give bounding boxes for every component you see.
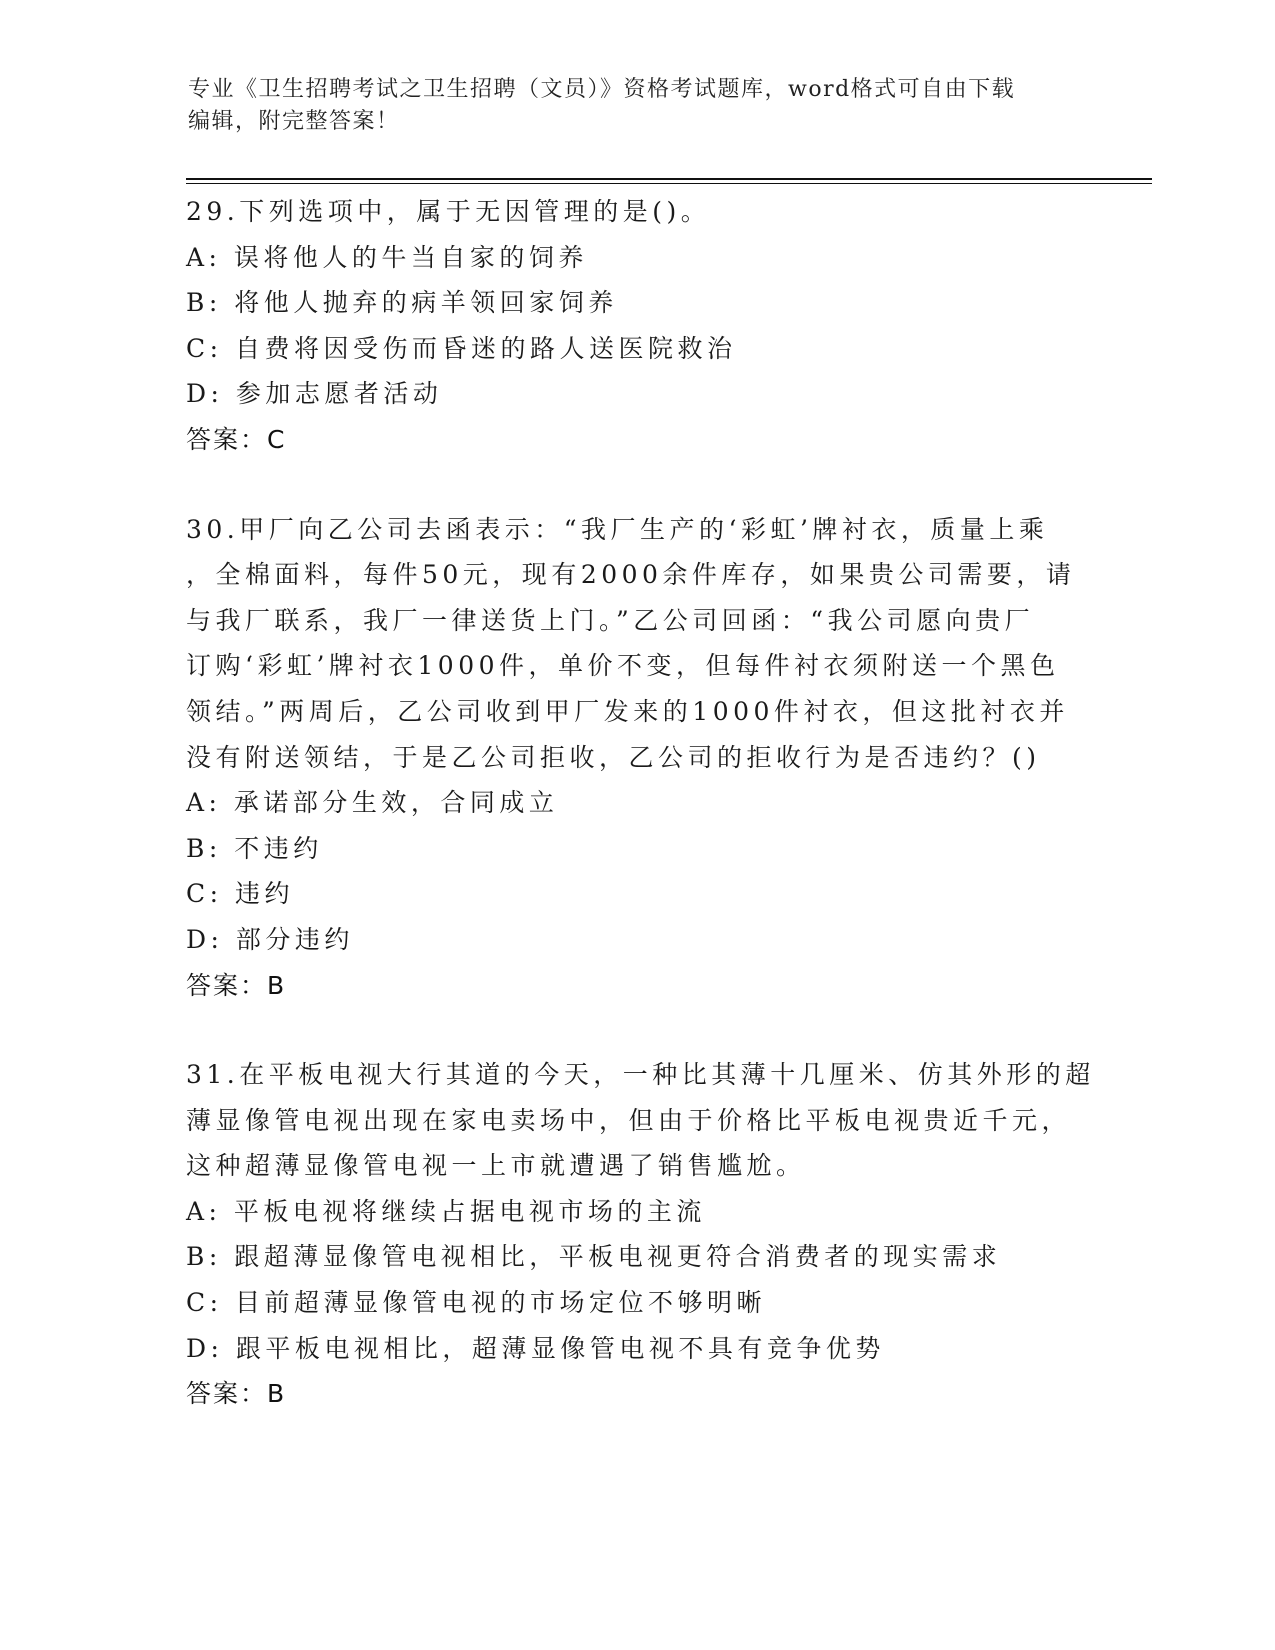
question-stem-line: 没有附送领结，于是乙公司拒收，乙公司的拒收行为是否违约？() [186,742,1041,772]
question-stem-line: 31.在平板电视大行其道的今天，一种比其薄十几厘米、仿其外形的超 [186,1060,1095,1090]
question-stem-line: ，全棉面料，每件50元，现有2000余件库存，如果贵公司需要，请 [186,560,1076,590]
option-b: B: 不违约 [186,833,323,863]
question-stem-line: 30.甲厂向乙公司去函表示：“我厂生产的‘彩虹’牌衬衣，质量上乘 [186,514,1049,544]
option-c: C: 目前超薄显像管电视的市场定位不够明晰 [186,1288,766,1318]
header-rule-thin [186,183,1152,184]
question-30 [186,507,1076,1009]
question-stem-line: 薄显像管电视出现在家电卖场中，但由于价格比平板电视贵近千元， [186,1105,1072,1135]
answer: 答案：B [186,970,287,1000]
question-29 [186,189,1066,463]
document-header [188,74,1068,138]
header-rule-thick [186,178,1152,180]
question-stem [186,189,1066,235]
option-d: D: 跟平板电视相比，超薄显像管电视不具有竞争优势 [186,1333,885,1363]
option-b: B: 跟超薄显像管电视相比，平板电视更符合消费者的现实需求 [186,1242,1002,1272]
answer: 答案：C [186,424,287,454]
answer: 答案：B [186,1379,287,1409]
question-31 [186,1052,1095,1417]
question-list [186,189,1095,1461]
option-b: B: 将他人抛弃的病羊领回家饲养 [186,288,618,318]
header-line-2: 编辑，附完整答案！ [188,109,400,134]
question-stem-line: 这种超薄显像管电视一上市就遭遇了销售尴尬。 [186,1151,806,1181]
question-stem-line: 领结。”两周后，乙公司收到甲厂发来的1000件衬衣，但这批衬衣并 [186,696,1069,726]
option-a: A: 平板电视将继续占据电视市场的主流 [186,1196,706,1226]
question-stem-line: 与我厂联系，我厂一律送货上门。”乙公司回函：“我公司愿向贵厂 [186,605,1035,635]
option-c: C: 自费将因受伤而昏迷的路人送医院救治 [186,333,737,363]
option-c: C: 违约 [186,879,294,909]
option-a: A: 误将他人的牛当自家的饲养 [186,242,588,272]
header-line-1: 专业《卫生招聘考试之卫生招聘（文员）》资格考试题库，word格式可自由下载 [188,77,1016,102]
option-d: D: 部分违约 [186,924,354,954]
question-stem-line: 订购‘彩虹’牌衬衣1000件，单价不变，但每件衬衣须附送一个黑色 [186,651,1060,681]
question-stem [186,507,1076,781]
option-d: D: 参加志愿者活动 [186,379,443,409]
question-stem-line: 29.下列选项中，属于无因管理的是()。 [186,197,711,226]
question-stem [186,1052,1095,1189]
option-a: A: 承诺部分生效，合同成立 [186,788,559,818]
